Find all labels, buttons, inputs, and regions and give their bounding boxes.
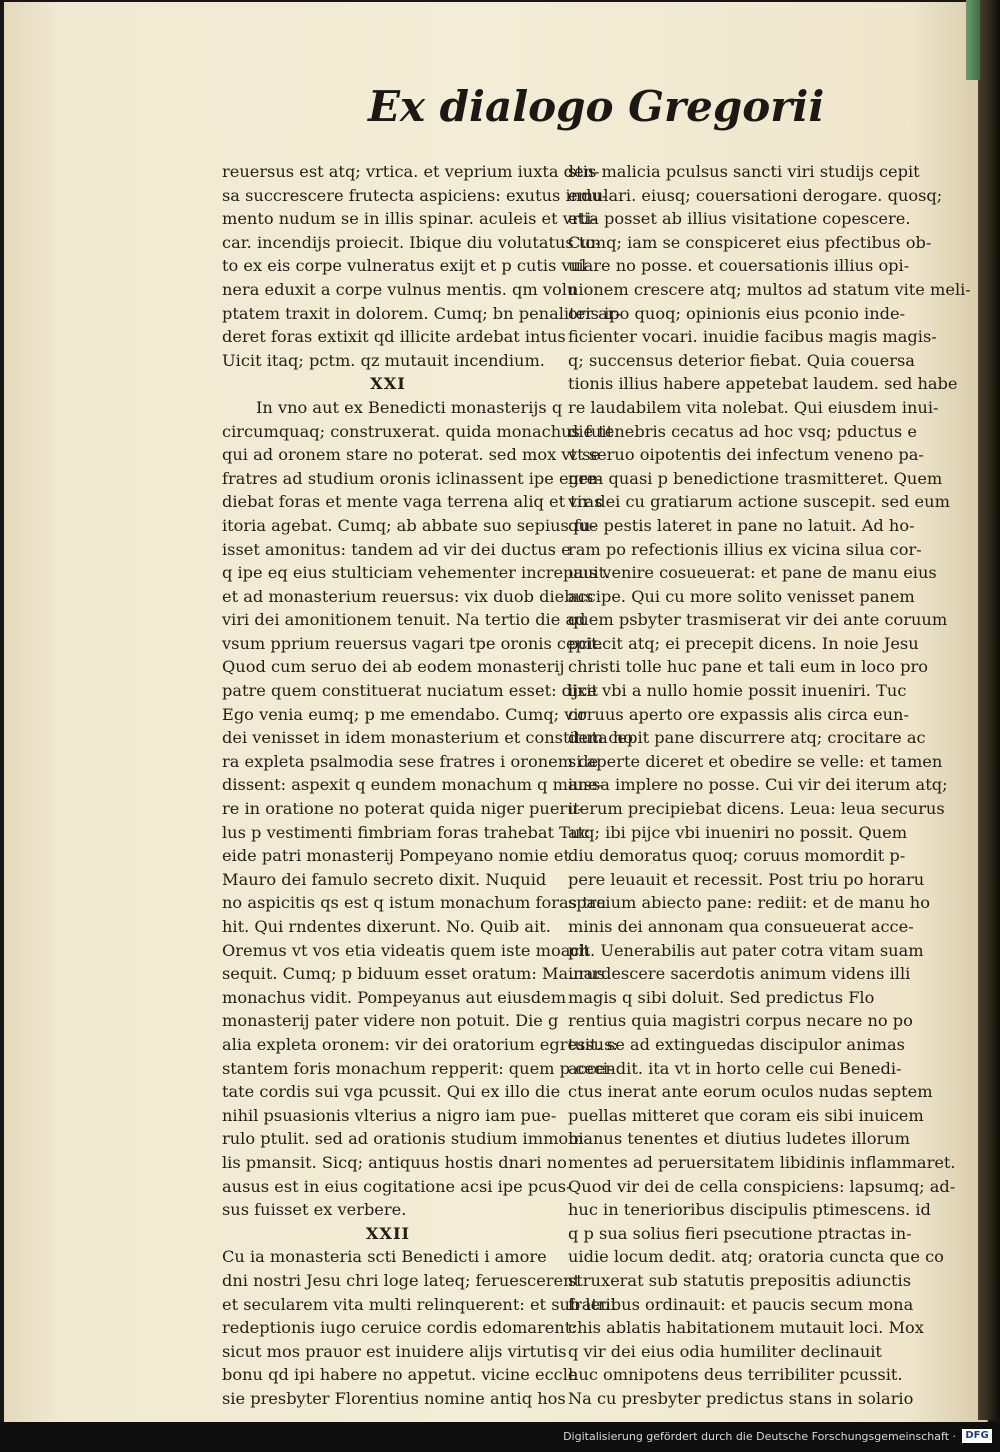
text-line: fratres ad studium oronis iclinassent ipe egre-	[222, 468, 602, 488]
book-spine-edge	[978, 0, 1000, 1420]
text-line: diu demoratus quoq; coruus momordit p-	[568, 846, 906, 866]
dfg-logo: DFG	[962, 1429, 992, 1443]
text-line: manus tenentes et diutius ludetes illorum	[568, 1129, 910, 1149]
text-line: die tenebris cecatus ad hoc vsq; pductus e	[568, 421, 917, 441]
text-line: magis q sibi doluit. Sed predictus Flo	[568, 987, 875, 1007]
text-block-2	[222, 396, 634, 1222]
text-line: uidie locum dedit. atq; oratoria cuncta que co	[568, 1247, 944, 1267]
text-line: q ipe eq eius stulticiam vehementer increpauit.	[222, 563, 611, 583]
text-line: struxerat sub statutis prepositis adiunctis	[568, 1270, 911, 1290]
text-line: accipe. Qui cu more solito venisset panem	[568, 586, 915, 606]
text-line: re laudabilem vita nolebat. Qui eiusdem inui-	[568, 397, 939, 417]
text-line: q p sua solius fieri psecutione ptractas in-	[568, 1223, 912, 1243]
text-line: pit. Uenerabilis aut pater cotra vitam suam	[568, 940, 924, 960]
footer-credit: Digitalisierung gefördert durch die Deutsche Forschungsgemeinschaft ·	[563, 1430, 956, 1443]
text-line: Ego venia eumq; p me emendabo. Cumq; vir	[222, 704, 587, 724]
text-line: iussa implere no posse. Cui vir dei iterum atq;	[568, 775, 948, 795]
text-line: In vno aut ex Benedicti monasterijs q	[256, 397, 563, 417]
text-line: que pestis lateret in pane no latuit. Ad ho-	[568, 515, 915, 535]
running-head: Ex dialogo Gregorii	[368, 82, 825, 131]
text-line: dem cepit pane discurrere atq; crocitare ac	[568, 728, 926, 748]
text-line: ctus inerat ante eorum oculos nudas septem	[568, 1082, 933, 1102]
text-line: Mauro dei famulo secreto dixit. Nuquid	[222, 869, 547, 889]
text-line: sie presbyter Florentius nomine antiq hos	[222, 1388, 566, 1408]
text-block-3	[222, 1245, 616, 1410]
text-line: sequit. Cumq; p biduum esset oratum: Maurus	[222, 964, 606, 984]
text-line: alia expleta oronem: vir dei oratorium egressus:	[222, 1034, 618, 1054]
text-line: pere leuauit et recessit. Post triu po horaru	[568, 869, 925, 889]
text-line: Quod cum seruo dei ab eodem monasterij	[222, 657, 565, 677]
text-line: oris ipo quoq; opinionis eius pconio inde-	[568, 303, 906, 323]
text-line: dissent: aspexit q eundem monachum q mane-	[222, 775, 604, 795]
text-line: q vir dei eius odia humiliter declinauit	[568, 1341, 882, 1361]
text-line: monasterij pater videre non potuit. Die g	[222, 1011, 559, 1031]
text-block-right	[568, 160, 971, 1410]
text-line: tate cordis sui vga pcussit. Qui ex illo die	[222, 1082, 561, 1102]
text-line: bonu qd ipi habere no appetut. vicine eccle	[222, 1365, 578, 1385]
text-line: viri dei amonitionem tenuit. Na tertio die ad	[222, 610, 586, 630]
text-line: tionis illius habere appetebat laudem. sed habe	[568, 374, 958, 394]
text-line: lus p vestimenti fimbriam foras trahebat Tuc	[222, 822, 590, 842]
text-line: uiare no posse. et couersationis illius opi-	[568, 256, 910, 276]
text-line: reuersus est atq; vrtica. et veprium iuxta den-	[222, 162, 600, 181]
text-line: vsum pprium reuersus vagari tpe oronis cepit.	[222, 633, 603, 653]
text-line: q; succensus deterior fiebat. Quia couersa	[568, 350, 915, 370]
text-line: monachus vidit. Pompeyanus aut eiusdem	[222, 987, 567, 1007]
text-line: rulo ptulit. sed ad orationis studium immobi	[222, 1129, 584, 1149]
text-line: huc in tenerioribus discipulis ptimescens. id	[568, 1200, 931, 1220]
text-line: Oremus vt vos etia videatis quem iste moach	[222, 940, 590, 960]
text-line: sicut mos prauor est inuidere alijs virtutis	[222, 1341, 567, 1361]
text-line: uus venire cosueuerat: et pane de manu eius	[568, 563, 937, 583]
text-line: lis pmansit. Sicq; antiquus hostis dnari no	[222, 1152, 567, 1172]
text-line: accendit. ita vt in horto celle cui Benedi-	[568, 1058, 902, 1078]
text-block-1	[222, 160, 621, 372]
text-line: christi tolle huc pane et tali eum in loco pro	[568, 657, 928, 677]
text-line: redeptionis iugo ceruice cordis edomarent:	[222, 1318, 577, 1338]
text-line: re in oratione no poterat quida niger pueru-	[222, 799, 584, 819]
text-line: etia posset ab illius visitatione copescere.	[568, 209, 911, 229]
text-line: eide patri monasterij Pompeyano nomie et	[222, 846, 570, 866]
text-line: ausus est in eius cogitatione acsi ipe pcus-	[222, 1176, 572, 1196]
text-line: stantem foris monachum repperit: quem p ceci-	[222, 1058, 614, 1078]
text-line: emulari. eiusq; couersationi derogare. quosq;	[568, 185, 943, 205]
text-column-right	[568, 160, 971, 1410]
chapter-heading-xxii: XXII	[365, 1223, 411, 1243]
text-line: to ex eis corpe vulneratus exijt et p cutis vul	[222, 256, 587, 276]
text-line: vt seruo oipotentis dei infectum veneno pa-	[568, 445, 924, 465]
text-line: si aperte diceret et obedire se velle: et tamen	[568, 751, 943, 771]
text-line: quem psbyter trasmiserat vir dei ante coruum	[568, 610, 948, 630]
text-line: Quod vir dei de cella conspiciens: lapsumq; ad-	[568, 1176, 956, 1196]
text-line: tuit. se ad extinguedas discipulor animas	[568, 1034, 905, 1054]
text-line: inardescere sacerdotis animum videns illi	[568, 964, 911, 984]
text-line: dni nostri Jesu chri loge lateq; feruescerent	[222, 1270, 581, 1290]
text-line: ficienter vocari. inuidie facibus magis magis-	[568, 327, 937, 347]
text-line: et secularem vita multi relinquerent: et sub leui	[222, 1294, 616, 1314]
text-line: car. incendijs proiecit. Ibique diu volutatus to-	[222, 232, 601, 252]
text-line: rentius quia magistri corpus necare no po	[568, 1011, 913, 1031]
text-line: sus fuisset ex verbere.	[222, 1200, 407, 1220]
text-line: atq; ibi pijce vbi inueniri no possit. Quem	[568, 822, 908, 842]
text-line: itoria agebat. Cumq; ab abbate suo sepius fu-	[222, 515, 596, 535]
text-line: Na cu presbyter predictus stans in solario	[568, 1388, 914, 1408]
text-line: isset amonitus: tandem ad vir dei ductus e	[222, 539, 571, 559]
text-line: ra expleta psalmodia sese fratres i oronem de	[222, 751, 599, 771]
text-line: ram po refectionis illius ex vicina silua cor-	[568, 539, 922, 559]
text-line: iterum precipiebat dicens. Leua: leua securus	[568, 799, 945, 819]
text-column-left	[222, 160, 634, 1410]
text-line: spacium abiecto pane: rediit: et de manu ho	[568, 893, 930, 913]
text-line: et ad monasterium reuersus: vix duob diebus	[222, 586, 594, 606]
bookmark-ribbon	[966, 0, 980, 80]
text-line: nera eduxit a corpe vulnus mentis. qm volu	[222, 279, 578, 299]
text-line: no aspicitis qs est q istum monachum foras tra	[222, 893, 607, 913]
text-line: Uicit itaq; pctm. qz mutauit incendium.	[222, 350, 545, 370]
text-line: puellas mitteret que coram eis sibi inuicem	[568, 1105, 924, 1125]
text-line: Cu ia monasteria scti Benedicti i amore	[222, 1247, 547, 1267]
text-line: nem quasi p benedictione trasmitteret. Quem	[568, 468, 943, 488]
text-line: chis ablatis habitationem mutauit loci. Mox	[568, 1318, 924, 1338]
text-line: coruus aperto ore expassis alis circa eun-	[568, 704, 909, 724]
text-line: diebat foras et mente vaga terrena aliq et tras	[222, 492, 603, 512]
text-line: sa succrescere frutecta aspiciens: exutus indu-	[222, 185, 608, 205]
text-line: vir dei cu gratiarum actione suscepit. sed eum	[568, 492, 950, 512]
chapter-heading-xxi: XXI	[370, 374, 406, 394]
text-line: circumquaq; construxerat. quida monachus fuit	[222, 421, 614, 441]
text-line: pciecit atq; ei precepit dicens. In noie Jesu	[568, 633, 919, 653]
text-line: mento nudum se in illis spinar. aculeis et vrti-	[222, 209, 597, 229]
text-line: minis dei annonam qua consueuerat acce-	[568, 917, 914, 936]
text-line: qui ad oronem stare no poterat. sed mox vt se	[222, 445, 601, 465]
text-line: nionem crescere atq; multos ad statum vite meli-	[568, 279, 971, 299]
text-line: nihil psuasionis vlterius a nigro iam pue-	[222, 1105, 557, 1125]
text-line: Cumq; iam se conspiceret eius pfectibus ob-	[568, 232, 932, 252]
text-line: ijce vbi a nullo homie possit inueniri. Tuc	[568, 681, 907, 701]
text-line: hit. Qui rndentes dixerunt. No. Quib ait.	[222, 917, 551, 936]
text-line: fratribus ordinauit: et paucis secum mona	[568, 1294, 914, 1314]
text-line: mentes ad peruersitatem libidinis inflammaret.	[568, 1152, 956, 1172]
text-line: dei venisset in idem monasterium et constituta ho	[222, 728, 634, 748]
text-line: ptatem traxit in dolorem. Cumq; bn penaliter ar-	[222, 303, 621, 323]
text-line: stis malicia pculsus sancti viri studijs cepit	[568, 162, 920, 181]
text-line: patre quem constituerat nuciatum esset: dixit	[222, 681, 599, 701]
text-line: deret foras extixit qd illicite ardebat intus	[222, 327, 566, 347]
text-line: huc omnipotens deus terribiliter pcussit.	[568, 1365, 903, 1385]
